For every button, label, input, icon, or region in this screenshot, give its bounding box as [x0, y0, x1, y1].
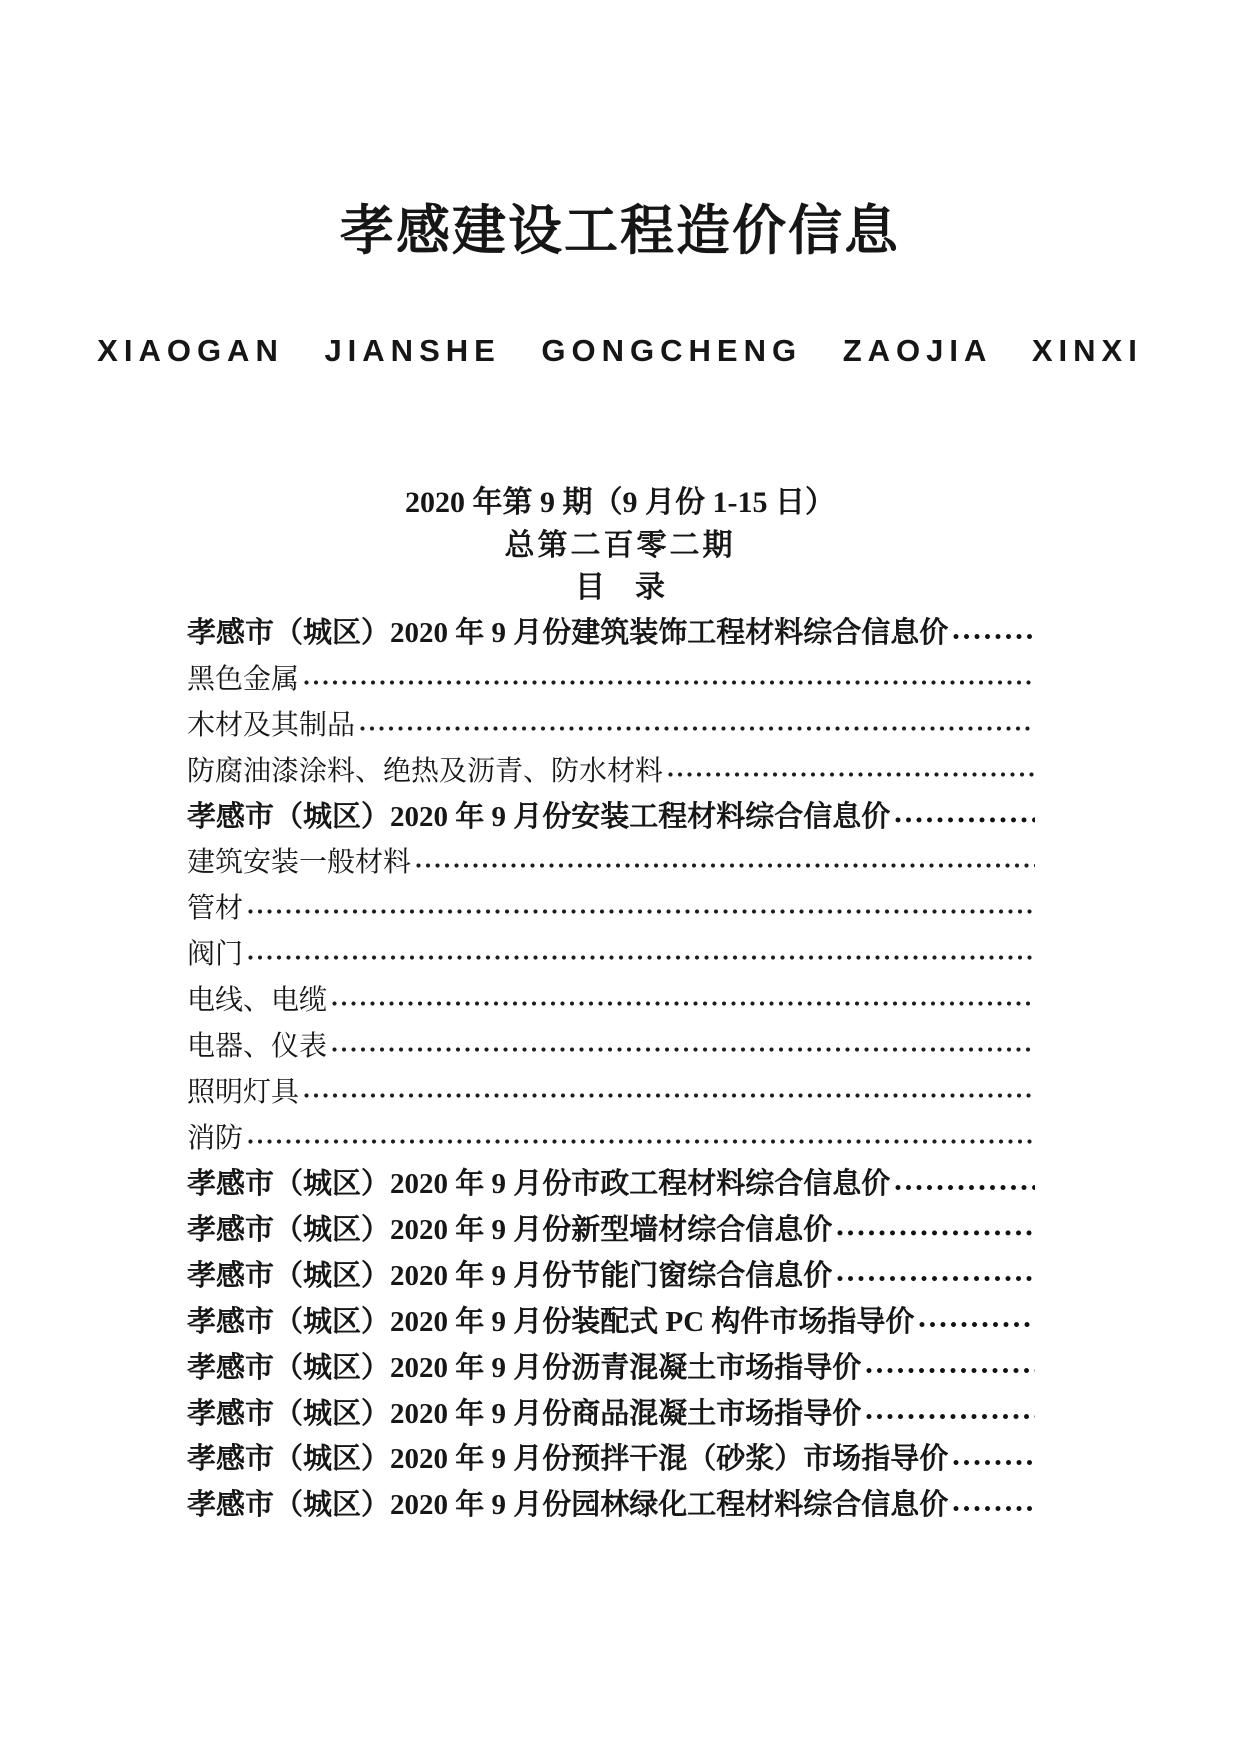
- toc-entry: [187, 1388, 1035, 1434]
- toc-leader-dots: [666, 746, 1035, 792]
- toc-entry-label: 孝感市（城区）2020 年 9 月份预拌干混（砂浆）市场指导价: [187, 1443, 949, 1476]
- toc-leader-dots: [951, 608, 1035, 654]
- toc-entry: [187, 1342, 1035, 1388]
- toc-list: [187, 608, 1035, 1526]
- toc-entry: [187, 792, 1035, 838]
- toc-entry-label: 孝感市（城区）2020 年 9 月份节能门窗综合信息价: [187, 1259, 833, 1292]
- toc-entry-label: 建筑安装一般材料: [187, 847, 412, 879]
- toc-entry-label: 电器、仪表: [187, 1030, 328, 1062]
- toc-entry: [187, 654, 1035, 700]
- toc-entry-label: 管材: [187, 893, 244, 925]
- toc-leader-dots: [917, 1296, 1035, 1342]
- toc-entry-label: 防腐油漆涂料、绝热及沥青、防水材料: [187, 755, 664, 787]
- toc-heading: 目 录: [575, 571, 665, 604]
- toc-leader-dots: [835, 1250, 1035, 1296]
- toc-leader-dots: [864, 1388, 1035, 1434]
- issue-line: 2020 年第 9 期（9 月份 1-15 日）: [405, 486, 835, 519]
- toc-entry: [187, 1434, 1035, 1480]
- toc-leader-dots: [893, 792, 1035, 838]
- toc-entry: [187, 1205, 1035, 1251]
- toc-entry-label: 孝感市（城区）2020 年 9 月份沥青混凝土市场指导价: [187, 1351, 862, 1384]
- toc-leader-dots: [330, 1021, 1035, 1067]
- toc-leader-dots: [358, 700, 1035, 746]
- toc-entry-label: 阀门: [187, 939, 244, 971]
- toc-leader-dots: [246, 929, 1035, 975]
- toc-entry: [187, 1480, 1035, 1526]
- toc-entry: [187, 929, 1035, 975]
- toc-leader-dots: [246, 1113, 1035, 1159]
- toc-entry-label: 孝感市（城区）2020 年 9 月份市政工程材料综合信息价: [187, 1168, 891, 1201]
- title-pinyin: XIAOGAN JIANSHE GONGCHENG ZAOJIA XINXI: [97, 333, 1143, 368]
- toc-entry-label: 孝感市（城区）2020 年 9 月份建筑装饰工程材料综合信息价: [187, 617, 949, 650]
- toc-entry-label: 黑色金属: [187, 663, 300, 695]
- toc-entry-label: 孝感市（城区）2020 年 9 月份园林绿化工程材料综合信息价: [187, 1489, 949, 1522]
- toc-entry: [187, 1296, 1035, 1342]
- toc-leader-dots: [330, 975, 1035, 1021]
- toc-entry-label: 孝感市（城区）2020 年 9 月份商品混凝土市场指导价: [187, 1397, 862, 1430]
- toc-leader-dots: [246, 883, 1035, 929]
- toc-entry: [187, 608, 1035, 654]
- toc-entry-label: 消防: [187, 1122, 244, 1154]
- toc-entry: [187, 883, 1035, 929]
- toc-entry-label: 孝感市（城区）2020 年 9 月份装配式 PC 构件市场指导价: [187, 1305, 915, 1338]
- toc-leader-dots: [835, 1205, 1035, 1251]
- toc-entry-label: 孝感市（城区）2020 年 9 月份新型墙材综合信息价: [187, 1214, 833, 1247]
- toc-leader-dots: [951, 1434, 1035, 1480]
- toc-entry: [187, 1250, 1035, 1296]
- toc-leader-dots: [893, 1159, 1035, 1205]
- toc-entry: [187, 1067, 1035, 1113]
- volume-line: 总第二百零二期: [504, 529, 736, 562]
- toc-leader-dots: [414, 837, 1035, 883]
- toc-entry: [187, 700, 1035, 746]
- toc-entry-label: 照明灯具: [187, 1076, 300, 1108]
- toc-entry: [187, 746, 1035, 792]
- toc-entry-label: 孝感市（城区）2020 年 9 月份安装工程材料综合信息价: [187, 801, 891, 833]
- toc-entry: [187, 837, 1035, 883]
- page-title: 孝感建设工程造价信息: [340, 201, 900, 261]
- toc-leader-dots: [302, 1067, 1035, 1113]
- toc-entry: [187, 1021, 1035, 1067]
- toc-leader-dots: [951, 1480, 1035, 1526]
- toc-leader-dots: [302, 654, 1035, 700]
- toc-entry: [187, 1113, 1035, 1159]
- toc-leader-dots: [864, 1342, 1035, 1388]
- toc-entry-label: 电线、电缆: [187, 985, 328, 1017]
- toc-entry: [187, 1159, 1035, 1205]
- toc-entry: [187, 975, 1035, 1021]
- toc-entry-label: 木材及其制品: [187, 709, 356, 741]
